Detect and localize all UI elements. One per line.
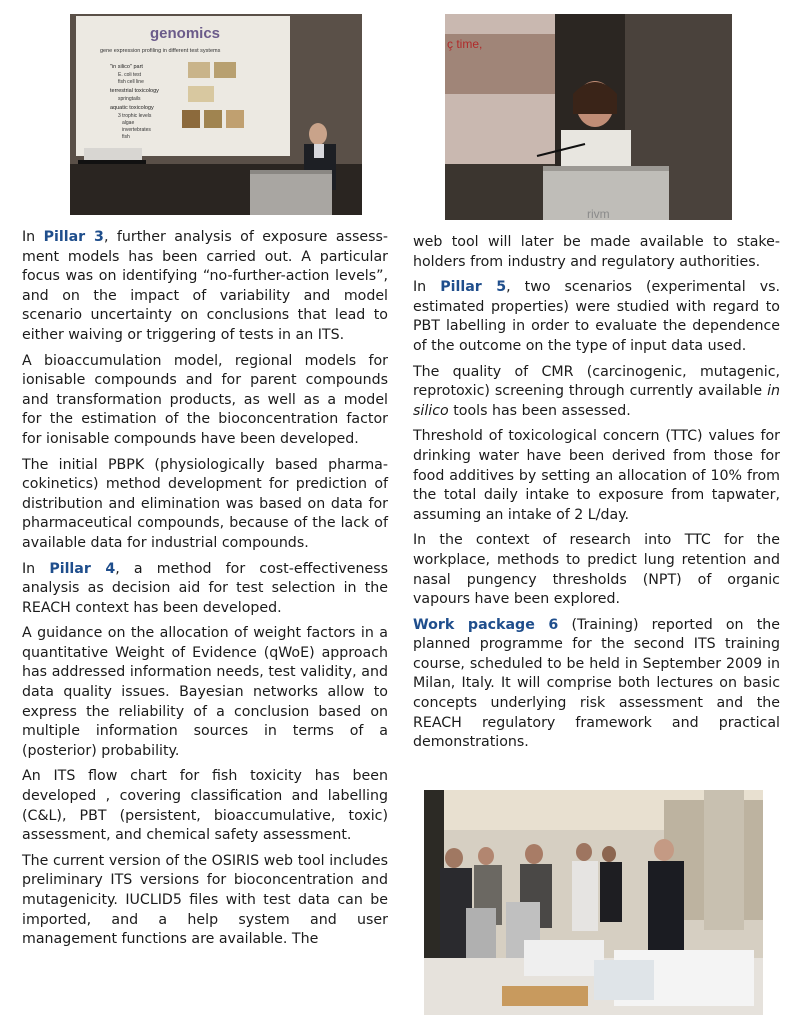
presenter-podium-photo (445, 14, 732, 220)
coffee-break-photo (424, 790, 763, 1015)
slide-bullet: 3 trophic levels (118, 113, 152, 119)
paragraph-web-tool: web tool will later be made available to stakeholders from industry and regulatory authorities. (413, 234, 780, 270)
paragraph-qwoe: A guidance on the allocation of weight factors in a quantitative Weight of Evidence (qWoE) approach has addressed information needs, test validity, and data quality issues. Bayesian networks allow to express the reliability of a conclusion based on multiple information sources in terms of a (posterior) probability. (22, 625, 388, 759)
pillar-3-heading: Pillar 3 (43, 229, 104, 245)
paragraph-pbpk: The initial PBPK (physiologically based pharmacokinetics) method development for prediction of distribution and elimination was based on data for pharmaceutical compounds, because of the lack of available data for industrial compounds. (22, 456, 388, 551)
paragraph-pillar-5: In Pillar 5, two scenarios (experimental vs. estimated properties) were studied with regard to PBT labelling in order to evaluate the dependence of the outcome on the type of input data used. (413, 279, 780, 354)
paragraph-bioaccumulation: A bioaccumulation model, regional models for ionisable compounds and for parent compounds and transformation products, as well as a model for the estimation of the bioconcentration factor for ionisable compounds have been developed. (22, 352, 388, 447)
presenter-genomics-photo (70, 14, 362, 215)
slide-title: genomics (150, 25, 221, 42)
paragraph-pillar-3: In Pillar 3, further analysis of exposure assessment models has been carried out. A particular focus was on identifying “no-further-action levels”, and on the impact of variability and model scenario uncertainty on conclusions that lead to either waiving or triggering of tests in an ITS. (22, 229, 389, 343)
slide-bullet: springtails (118, 96, 141, 102)
paragraph-pillar-4: In Pillar 4, a method for cost-effectiveness analysis as decision aid for test selection in the REACH context has been developed. (22, 560, 389, 616)
podium-logo: rivm (587, 207, 610, 220)
slide-bullet: fish cell line (118, 79, 144, 85)
pillar-5-heading: Pillar 5 (440, 279, 507, 296)
slide-bullet: algae (122, 120, 135, 126)
slide-bullet: terrestrial toxicology (110, 88, 159, 94)
slide-bullet: "in silico" part (110, 64, 143, 70)
slide-bullet: E. coli test (118, 72, 142, 78)
left-text-column (22, 228, 388, 956)
right-text-column (413, 233, 780, 759)
pillar-4-heading: Pillar 4 (49, 560, 116, 577)
slide-bullet: aquatic toxicology (110, 105, 154, 111)
slide-bullet: invertebrates (122, 127, 151, 133)
paragraph-ttc: Threshold of toxicological concern (TTC) values for drinking water have been derived from those for food additives by setting an allocation of 10% from the total daily intake to exposure from tapwater, assuming an intake of 2 L/day. (413, 428, 780, 523)
paragraph-workplace: In the context of research into TTC for the workplace, methods to predict lung retention and nasal pungency thresholds (NPT) of organic vapours have been explored. (413, 532, 780, 608)
paragraph-cmr: The quality of CMR (carcinogenic, mutagenic, reprotoxic) screening through currently available in silico tools has been assessed. (413, 363, 780, 419)
slide-bullet: fish (122, 134, 130, 140)
work-package-6-heading: Work package 6 (413, 616, 559, 633)
paragraph-osiris: The current version of the OSIRIS web tool includes preliminary ITS versions for bioconcentration and mutagenicity. IUCLID5 files with test data can be imported, and a help system and user management functions are available. The (22, 852, 388, 948)
paragraph-fish-toxicity: An ITS flow chart for fish toxicity has been developed , covering classification and labelling (C&L), PBT (persistent, bioaccumulative, toxic) assessment, and chemical safety assessment. (22, 768, 388, 844)
slide-subtitle: gene expression profiling in different test systems (100, 48, 221, 54)
slide-fragment: ç time, (447, 37, 483, 51)
paragraph-work-package-6: Work package 6 (Training) reported on the planned programme for the second ITS training course, scheduled to be held in September 2009 in Milan, Italy. It will comprise both lectures on basic concepts underlying risk assessment and the REACH regulatory framework and practical demonstrations. (413, 616, 780, 751)
